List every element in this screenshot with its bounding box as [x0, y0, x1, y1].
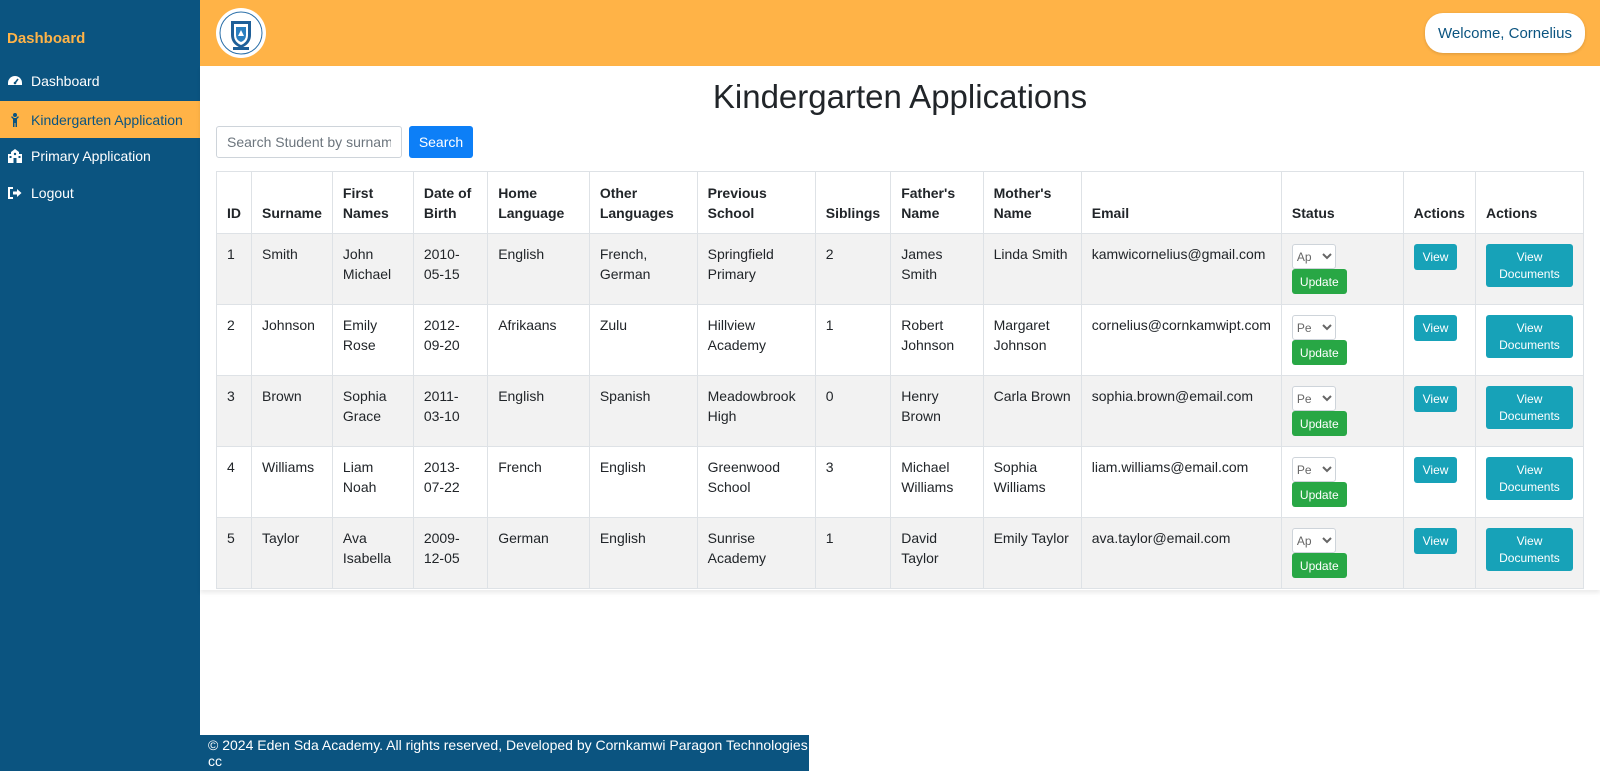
cell-surname: Taylor [252, 518, 333, 589]
column-header: Actions [1475, 172, 1583, 234]
cell-dob: 2009-12-05 [413, 518, 487, 589]
cell-actions [1403, 518, 1475, 589]
column-header: Previous School [697, 172, 815, 234]
view-documents-button[interactable]: View Documents [1486, 528, 1573, 571]
cell-documents [1475, 234, 1583, 305]
cell-father: Robert Johnson [891, 305, 983, 376]
cell-mother: Linda Smith [983, 234, 1081, 305]
cell-first-names: Sophia Grace [332, 376, 413, 447]
school-logo [216, 8, 266, 58]
table-row [217, 518, 1584, 589]
cell-other-languages: Spanish [589, 376, 697, 447]
cell-previous-school: Greenwood School [697, 447, 815, 518]
cell-home-language: Afrikaans [488, 305, 590, 376]
cell-actions [1403, 447, 1475, 518]
cell-email: sophia.brown@email.com [1081, 376, 1281, 447]
search-button[interactable]: Search [409, 126, 473, 158]
sidebar-item-label: Dashboard [31, 72, 100, 89]
applications-table [216, 171, 1584, 589]
view-button[interactable]: View [1414, 386, 1458, 412]
view-button[interactable]: View [1414, 244, 1458, 270]
cell-previous-school: Hillview Academy [697, 305, 815, 376]
view-button[interactable]: View [1414, 528, 1458, 554]
table-header-row [217, 172, 1584, 234]
status-select[interactable] [1292, 244, 1336, 269]
update-button[interactable]: Update [1292, 482, 1347, 507]
cell-mother: Sophia Williams [983, 447, 1081, 518]
cell-email: kamwicornelius@gmail.com [1081, 234, 1281, 305]
cell-surname: Williams [252, 447, 333, 518]
sidebar-item-primary[interactable] [0, 137, 200, 174]
column-header: Surname [252, 172, 333, 234]
status-select[interactable] [1292, 386, 1336, 411]
table-row [217, 447, 1584, 518]
main-content [200, 66, 1600, 590]
update-button[interactable]: Update [1292, 411, 1347, 436]
cell-id: 3 [217, 376, 252, 447]
cell-siblings: 2 [815, 234, 890, 305]
cell-id: 1 [217, 234, 252, 305]
sidebar-item-dashboard[interactable] [0, 62, 200, 99]
view-button[interactable]: View [1414, 315, 1458, 341]
sidebar [0, 0, 200, 771]
view-button[interactable]: View [1414, 457, 1458, 483]
cell-id: 4 [217, 447, 252, 518]
cell-father: Henry Brown [891, 376, 983, 447]
column-header: Date of Birth [413, 172, 487, 234]
cell-other-languages: English [589, 518, 697, 589]
cell-actions [1403, 234, 1475, 305]
column-header: Father's Name [891, 172, 983, 234]
cell-father: James Smith [891, 234, 983, 305]
table-row [217, 234, 1584, 305]
update-button[interactable]: Update [1292, 340, 1347, 365]
cell-email: cornelius@cornkamwipt.com [1081, 305, 1281, 376]
sidebar-item-label: Kindergarten Application [31, 111, 183, 128]
top-header [200, 0, 1600, 66]
table-row [217, 305, 1584, 376]
view-documents-button[interactable]: View Documents [1486, 386, 1573, 429]
update-button[interactable]: Update [1292, 553, 1347, 578]
footer: © 2024 Eden Sda Academy. All rights reserved, Developed by Cornkamwi Paragon Technologies cc [200, 735, 809, 771]
cell-status [1281, 234, 1403, 305]
column-header: Email [1081, 172, 1281, 234]
status-select[interactable] [1292, 457, 1336, 482]
cell-dob: 2010-05-15 [413, 234, 487, 305]
cell-home-language: English [488, 234, 590, 305]
cell-mother: Carla Brown [983, 376, 1081, 447]
cell-surname: Smith [252, 234, 333, 305]
cell-previous-school: Sunrise Academy [697, 518, 815, 589]
cell-email: liam.williams@email.com [1081, 447, 1281, 518]
cell-siblings: 3 [815, 447, 890, 518]
cell-previous-school: Springfield Primary [697, 234, 815, 305]
update-button[interactable]: Update [1292, 269, 1347, 294]
column-header: Siblings [815, 172, 890, 234]
cell-dob: 2012-09-20 [413, 305, 487, 376]
search-input[interactable] [216, 126, 402, 158]
cell-surname: Johnson [252, 305, 333, 376]
cell-email: ava.taylor@email.com [1081, 518, 1281, 589]
cell-home-language: French [488, 447, 590, 518]
cell-home-language: English [488, 376, 590, 447]
cell-dob: 2011-03-10 [413, 376, 487, 447]
child-icon [7, 112, 23, 128]
view-documents-button[interactable]: View Documents [1486, 244, 1573, 287]
cell-siblings: 1 [815, 305, 890, 376]
cell-first-names: Emily Rose [332, 305, 413, 376]
logout-icon [7, 185, 23, 201]
cell-other-languages: French, German [589, 234, 697, 305]
cell-documents [1475, 447, 1583, 518]
sidebar-item-label: Logout [31, 184, 74, 201]
cell-documents [1475, 518, 1583, 589]
sidebar-title: Dashboard [7, 30, 86, 47]
cell-other-languages: English [589, 447, 697, 518]
table-row [217, 376, 1584, 447]
cell-siblings: 1 [815, 518, 890, 589]
cell-father: Michael Williams [891, 447, 983, 518]
school-icon [7, 148, 23, 164]
cell-status [1281, 376, 1403, 447]
view-documents-button[interactable]: View Documents [1486, 457, 1573, 500]
cell-documents [1475, 305, 1583, 376]
cell-actions [1403, 376, 1475, 447]
welcome-badge: Welcome, Cornelius [1425, 13, 1585, 53]
cell-surname: Brown [252, 376, 333, 447]
view-documents-button[interactable]: View Documents [1486, 315, 1573, 358]
cell-mother: Margaret Johnson [983, 305, 1081, 376]
cell-status [1281, 447, 1403, 518]
dashboard-icon [7, 73, 23, 89]
page-title: Kindergarten Applications [712, 78, 1088, 115]
sidebar-item-logout[interactable] [0, 174, 200, 211]
cell-father: David Taylor [891, 518, 983, 589]
column-header: Other Languages [589, 172, 697, 234]
column-header: Mother's Name [983, 172, 1081, 234]
cell-dob: 2013-07-22 [413, 447, 487, 518]
cell-home-language: German [488, 518, 590, 589]
cell-mother: Emily Taylor [983, 518, 1081, 589]
column-header: ID [217, 172, 252, 234]
cell-siblings: 0 [815, 376, 890, 447]
cell-status [1281, 305, 1403, 376]
cell-documents [1475, 376, 1583, 447]
cell-first-names: Ava Isabella [332, 518, 413, 589]
status-select[interactable] [1292, 528, 1336, 553]
sidebar-item-kindergarten[interactable] [0, 101, 200, 138]
cell-first-names: John Michael [332, 234, 413, 305]
column-header: Home Language [488, 172, 590, 234]
cell-status [1281, 518, 1403, 589]
cell-previous-school: Meadowbrook High [697, 376, 815, 447]
cell-actions [1403, 305, 1475, 376]
column-header: First Names [332, 172, 413, 234]
cell-other-languages: Zulu [589, 305, 697, 376]
cell-id: 2 [217, 305, 252, 376]
column-header: Actions [1403, 172, 1475, 234]
cell-first-names: Liam Noah [332, 447, 413, 518]
cell-id: 5 [217, 518, 252, 589]
column-header: Status [1281, 172, 1403, 234]
status-select[interactable] [1292, 315, 1336, 340]
sidebar-item-label: Primary Application [31, 147, 151, 164]
